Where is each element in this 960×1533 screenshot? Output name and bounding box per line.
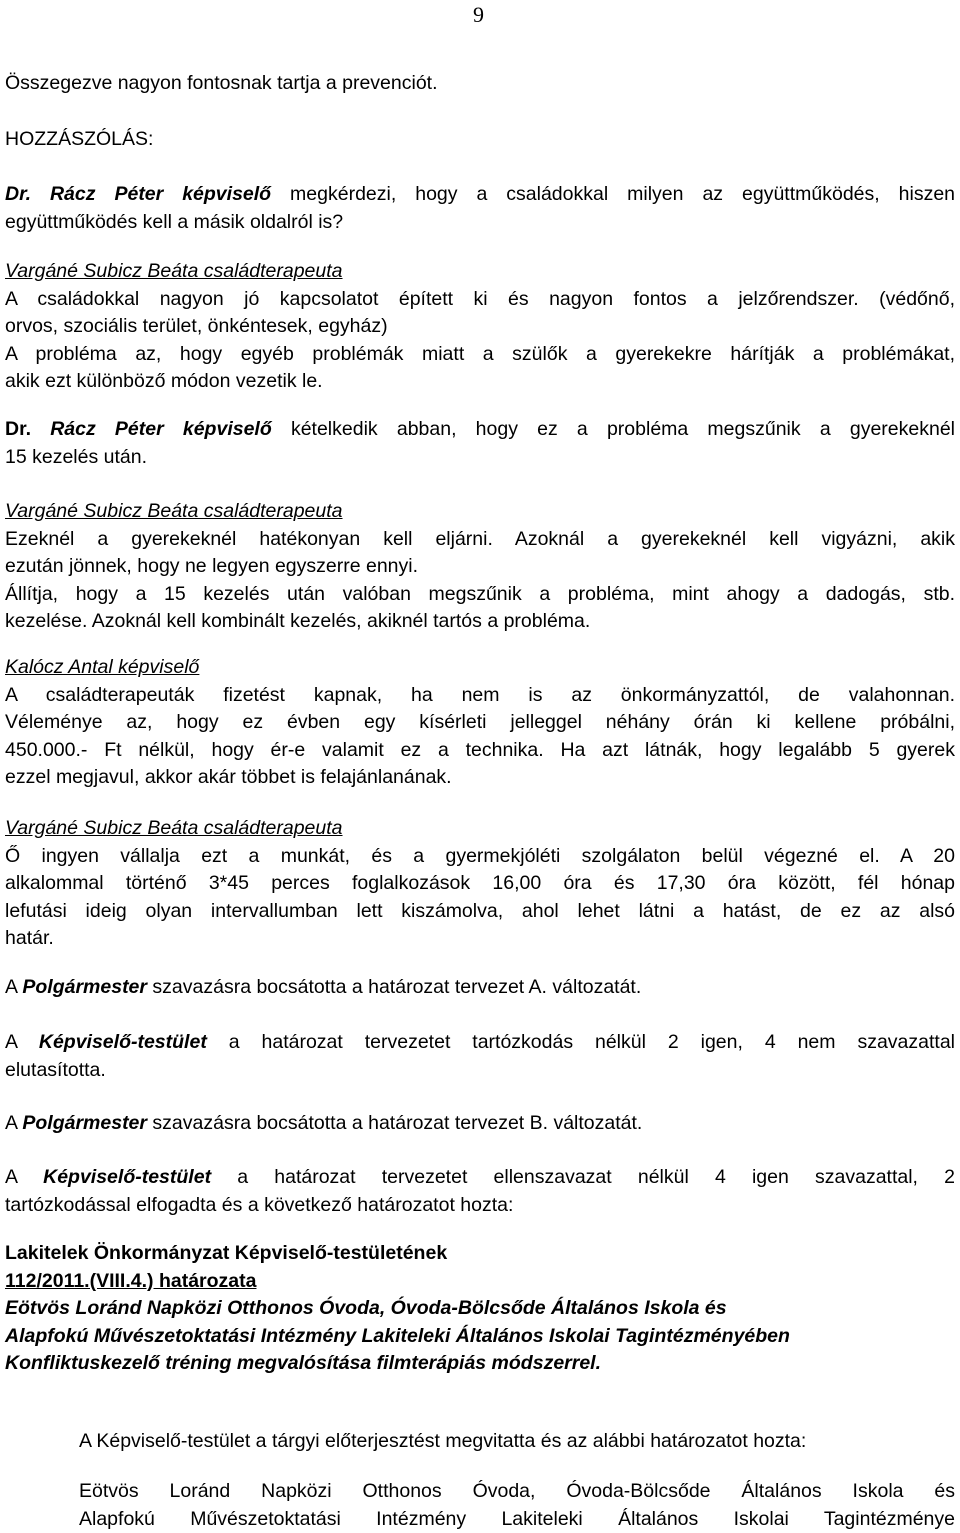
speaker-name: Kalócz Antal képviselő — [5, 656, 200, 678]
text-line: lefutási ideig olyan intervallumban lett kiszámolva, ahol lehet látni a hatást, de ez az alsó — [5, 899, 955, 922]
text-line: elutasította. — [5, 1058, 106, 1081]
text-line — [5, 181, 955, 209]
paragraph-varga-1 — [5, 258, 955, 396]
resolution-body — [79, 1478, 955, 1533]
text-line: együttműködés kell a másik oldalról is? — [5, 210, 344, 233]
text-line — [5, 974, 955, 1002]
text-line: A családokkal nagyon jó kapcsolatot épített ki és nagyon fontos a jelzőrendszer. (védőnő, — [5, 287, 955, 310]
text-fragment: szavazásra bocsátotta a határozat tervezet A. változatát. — [147, 976, 642, 998]
text-line: A Képviselő-testület a tárgyi előterjesztést megvitatta és az alábbi határozatot hozta: — [79, 1430, 807, 1452]
speaker-name: Rácz Péter képviselő — [31, 418, 272, 440]
text-fragment: A — [5, 1112, 23, 1134]
resolution-header — [5, 1240, 955, 1378]
section-heading: HOZZÁSZÓLÁS: — [5, 128, 154, 150]
text-line — [5, 1164, 955, 1192]
council-label: Képviselő-testület — [38, 1031, 207, 1053]
mayor-label: Polgármester — [22, 1112, 147, 1134]
speaker-name: Vargáné Subicz Beáta családterapeuta — [5, 817, 343, 839]
text-line: Eötvös Loránd Napközi Otthonos Óvoda, Óvoda-Bölcsőde Általános Iskola és — [79, 1480, 955, 1502]
text-line: Véleménye az, hogy ez évben egy kísérleti jelleggel néhány órán ki kellene próbálni, — [5, 711, 955, 734]
paragraph-varga-3 — [5, 815, 955, 953]
paragraph-result-b — [5, 1164, 955, 1219]
text-fragment: A — [5, 976, 23, 998]
resolution-number: 112/2011.(VIII.4.) határozata — [5, 1269, 257, 1292]
mayor-label: Polgármester — [22, 976, 147, 998]
speaker-title: Dr. — [5, 418, 32, 440]
paragraph-varga-2 — [5, 498, 955, 636]
text-line — [5, 1029, 955, 1057]
paragraph-vote-a — [5, 974, 955, 1002]
paragraph-summary — [5, 70, 955, 98]
paragraph-kalocz — [5, 654, 955, 792]
text-line: kezelése. Azoknál kell kombinált kezelés, akiknél tartós a probléma. — [5, 610, 591, 633]
paragraph-racz-2 — [5, 416, 955, 471]
speaker-name: Dr. Rácz Péter képviselő — [5, 183, 272, 205]
text-fragment: A — [5, 1031, 39, 1053]
resolution-intro — [79, 1428, 955, 1456]
text-line: akik ezt különböző módon vezetik le. — [5, 370, 323, 393]
text-line: Állítja, hogy a 15 kezelés után valóban megszűnik a probléma, mint ahogy a dadogás, stb. — [5, 582, 955, 605]
resolution-title-line: Eötvös Loránd Napközi Otthonos Óvoda, Óvoda-Bölcsőde Általános Iskola és — [5, 1297, 727, 1320]
speaker-name: Vargáné Subicz Beáta családterapeuta — [5, 260, 343, 282]
text-line: Alapfokú Művészetoktatási Intézmény Lakiteleki Általános Iskolai Tagintézménye — [79, 1507, 955, 1530]
resolution-title-line: Alapfokú Művészetoktatási Intézmény Lakiteleki Általános Iskolai Tagintézményében — [5, 1324, 790, 1347]
paragraph-result-a — [5, 1029, 955, 1084]
page-number: 9 — [473, 2, 484, 27]
text-line: A probléma az, hogy egyéb problémák miatt a szülők a gyerekekre hárítják a problémákat, — [5, 342, 955, 365]
text-line: A családterapeuták fizetést kapnak, ha nem is az önkormányzattól, de valahonnan. — [5, 683, 955, 706]
paragraph-vote-b — [5, 1110, 955, 1138]
text-fragment: szavazásra bocsátotta a határozat tervezet B. változatát. — [147, 1112, 643, 1134]
text-fragment: a határozat tervezetet tartózkodás nélkül 2 igen, 4 nem szavazattal — [206, 1031, 955, 1053]
speaker-name: Vargáné Subicz Beáta családterapeuta — [5, 500, 343, 522]
text-line — [5, 1110, 955, 1138]
text-line: ezzel megjavul, akkor akár többet is felajánlanának. — [5, 766, 452, 789]
text-line: orvos, szociális terület, önkéntesek, egyház) — [5, 315, 388, 338]
text-line — [5, 416, 955, 444]
text-line: tartózkodással elfogadta és a következő határozatot hozta: — [5, 1193, 514, 1216]
resolution-body-name: Lakitelek Önkormányzat Képviselő-testületének — [5, 1242, 448, 1264]
text-line: határ. — [5, 927, 54, 950]
paragraph-racz-1 — [5, 181, 955, 236]
text-line: alkalommal történő 3*45 perces foglalkozások 16,00 óra és 17,30 óra között, fél hónap — [5, 872, 955, 895]
text-line: Összegezve nagyon fontosnak tartja a prevenciót. — [5, 72, 438, 94]
text-fragment: A — [5, 1166, 44, 1188]
text-line: Ő ingyen vállalja ezt a munkát, és a gyermekjóléti szolgálaton belül végezné el. A 20 — [5, 844, 955, 867]
council-label: Képviselő-testület — [43, 1166, 212, 1188]
text-line: ezután jönnek, hogy ne legyen egyszerre ennyi. — [5, 555, 419, 578]
heading-hozzaszolas — [5, 126, 955, 154]
speech-text: megkérdezi, hogy a családokkal milyen az együttműködés, hiszen — [271, 183, 956, 205]
speech-text: kételkedik abban, hogy ez a probléma megszűnik a gyerekeknél — [271, 418, 955, 440]
text-line: Ezeknél a gyerekeknél hatékonyan kell eljárni. Azoknál a gyerekeknél kell vigyázni, akik — [5, 527, 955, 550]
text-line: 15 kezelés után. — [5, 445, 148, 468]
text-fragment: a határozat tervezetet ellenszavazat nélkül 4 igen szavazattal, 2 — [211, 1166, 955, 1188]
resolution-title-line: Konfliktuskezelő tréning megvalósítása filmterápiás módszerrel. — [5, 1352, 602, 1375]
text-line: 450.000.- Ft nélkül, hogy ér-e valamit ez a technika. Ha azt látnák, hogy legalább 5 gyerek — [5, 738, 955, 761]
